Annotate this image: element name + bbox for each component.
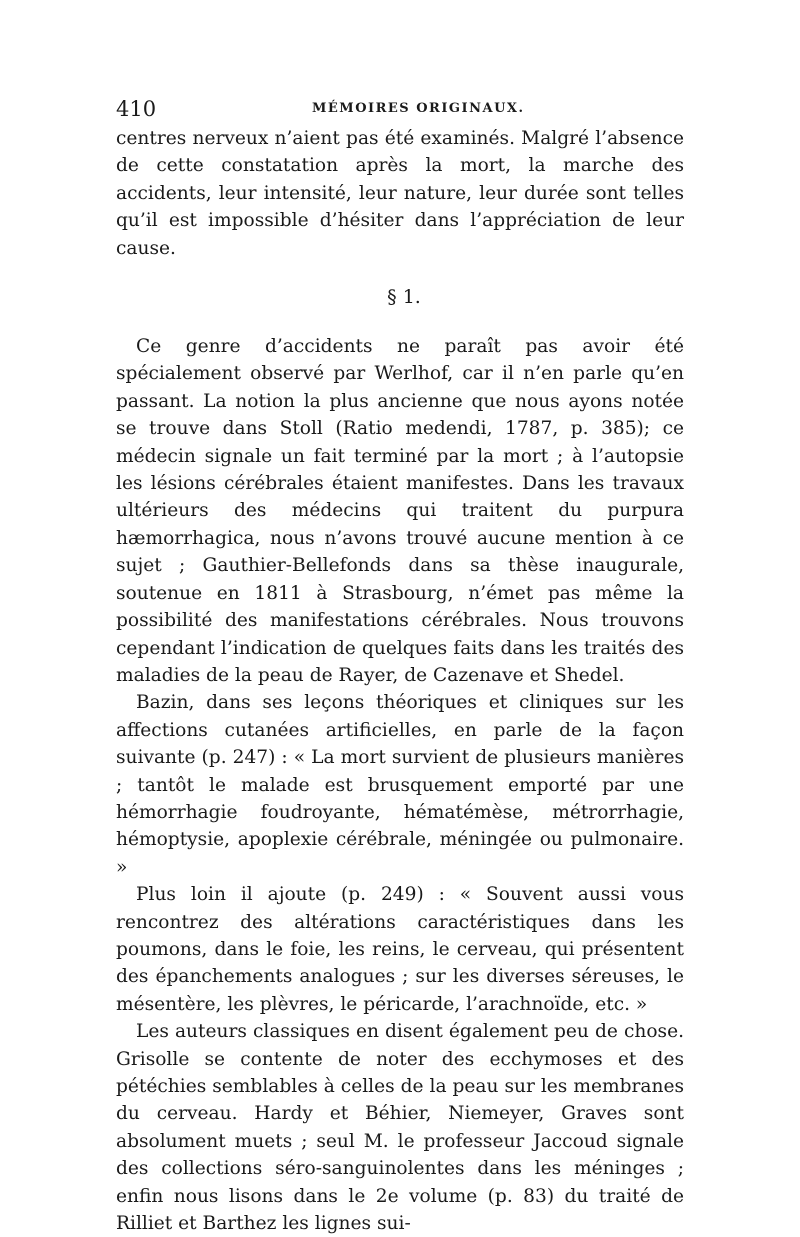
page-number: 410	[116, 97, 157, 121]
paragraph-2: Bazin, dans ses leçons théoriques et cliniques sur les affections cutanées artificielles, en parle de la façon suivante (p. 247) : « La mort survient de plusieurs manières ; tantôt le malade est brusquement emporté par une hémorrhagie foudroyante, hématémèse, métrorrhagie, hémoptysie, apoplexie cérébrale, méningée ou pulmonaire. »	[116, 692, 684, 878]
paragraph-continuation: centres nerveux n’aient pas été examinés. Malgré l’absence de cette constatation après la mort, la marche des accidents, leur intensité, leur nature, leur durée sont telles qu’il est impossible d’hésiter dans l’appréciation de leur cause.	[116, 128, 684, 259]
section-heading: § 1.	[387, 286, 421, 309]
paragraph-1: Ce genre d’accidents ne paraît pas avoir été spécialement observé par Werlhof, car il n’en parle qu’en passant. La notion la plus ancienne que nous ayons notée se trouve dans Stoll (Ratio medendi, 1787, p. 385); ce médecin signale un fait terminé par la mort ; à l’autopsie les lésions cérébrales étaient manifestes. Dans les travaux ultérieurs des médecins qui traitent du purpura hæmorrhagica, nous n’avons trouvé aucune mention à ce sujet ; Gauthier-Bellefonds dans sa thèse inaugurale, soutenue en 1811 à Strasbourg, n’émet pas même la possibilité des manifestations cérébrales. Nous trouvons cependant l’indication de quelques faits dans les traités des maladies de la peau de Rayer, de Cazenave et Shedel.	[116, 336, 684, 686]
document-page	[116, 95, 684, 1237]
page-header	[116, 95, 684, 125]
paragraph-3: Plus loin il ajoute (p. 249) : « Souvent aussi vous rencontrez des altérations caractéristiques dans les poumons, dans le foie, les reins, le cerveau, qui présentent des épanchements analogues ; sur les diverses séreuses, le mésentère, les plèvres, le péricarde, l’arachnoïde, etc. »	[116, 884, 684, 1015]
running-title: MÉMOIRES ORIGINAUX.	[312, 101, 525, 116]
paragraph-4: Les auteurs classiques en disent également peu de chose. Grisolle se contente de noter des ecchymoses et des pétéchies semblables à celles de la peau sur les membranes du cerveau. Hardy et Béhier, Niemeyer, Graves sont absolument muets ; seul M. le professeur Jaccoud signale des collections séro-sanguinolentes dans les méninges ; enfin nous lisons dans le 2e volume (p. 83) du traité de Rilliet et Barthez les lignes sui-	[116, 1021, 684, 1235]
